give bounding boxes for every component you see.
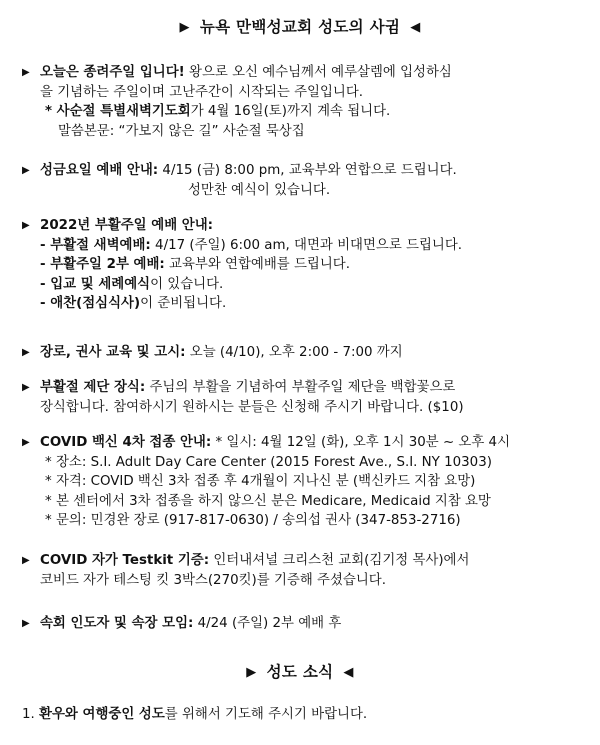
announcement-good-friday [22, 161, 592, 200]
news-header-title: 성도 소식 [266, 663, 334, 681]
item-text: 가 4월 16일(토)까지 계속 됩니다. [190, 104, 391, 119]
triangle-left-icon: ◀ [410, 20, 421, 35]
item-text: 을 기념하는 주일이며 고난주간이 시작되는 주일입니다. [40, 84, 364, 100]
bullet-icon: ▶ [22, 437, 30, 448]
item-text: 교육부와 연합예배를 드립니다. [164, 257, 350, 272]
item-text: 왕으로 오신 예수님께서 예루살렘에 입성하심 [184, 65, 452, 80]
item-subtitle: - 부활주일 2부 예배: [40, 257, 165, 272]
item-text: * 자격: COVID 백신 3차 접종 후 4개월이 지나신 분 (백신카드 지참 요망) [45, 474, 476, 489]
item-text: 4/15 (금) 8:00 pm, 교육부와 연합으로 드립니다. [158, 163, 457, 178]
item-subtitle: - 애찬(점심식사) [40, 296, 141, 311]
bulletin-header [0, 15, 600, 37]
item-text: 주님의 부활을 기념하여 부활주일 제단을 백합꽃으로 [145, 380, 456, 395]
item-text: 인터내셔널 크리스천 교회(김기정 목사)에서 [209, 553, 470, 568]
bullet-icon: ▶ [22, 618, 30, 629]
bullet-icon: ▶ [22, 347, 30, 358]
bullet-icon: ▶ [22, 555, 30, 566]
item-text: * 일시: 4월 12일 (화), 오후 1시 30분 ~ 오후 4시 [211, 435, 511, 450]
announcement-leaders-meeting [22, 614, 592, 634]
item-text: 오늘 (4/10), 오후 2:00 - 7:00 까지 [185, 345, 403, 360]
item-subtitle: * 사순절 특별새벽기도회 [45, 104, 191, 119]
announcement-easter-service [22, 216, 592, 314]
announcement-altar-flowers [22, 378, 592, 417]
bullet-icon: ▶ [22, 67, 30, 78]
item-text: 4/17 (주일) 6:00 am, 대면과 비대면으로 드립니다. [150, 237, 463, 253]
item-text: * 문의: 민경완 장로 (917-817-0630) / 송의섭 권사 (347-853-2716) [45, 513, 461, 528]
item-title: 부활절 제단 장식: [40, 380, 146, 395]
item-title: 속회 인도자 및 속장 모임: [40, 616, 194, 631]
announcement-elder-training [22, 343, 592, 363]
item-title: COVID 백신 4차 접종 안내: [40, 435, 212, 450]
header-title: 뉴욕 만백성교회 성도의 사귐 [199, 18, 401, 36]
news-header [0, 660, 600, 682]
item-text: 말씀본문: “가보지 않은 길” 사순절 묵상집 [58, 123, 305, 139]
news-number: 1. [22, 707, 35, 722]
item-subtitle: - 부활절 새벽예배: [40, 237, 151, 253]
item-text: * 본 센터에서 3차 접종을 하지 않으신 분은 Medicare, Medicaid 지참 요망 [45, 493, 491, 509]
item-subtitle: - 입교 및 세례예식 [40, 276, 151, 292]
bullet-icon: ▶ [22, 220, 30, 231]
item-text: 이 준비됩니다. [140, 296, 227, 311]
news-title: 환우와 여행중인 성도 [39, 707, 165, 722]
item-title: 오늘은 종려주일 입니다! [40, 65, 185, 80]
item-text: 이 있습니다. [150, 276, 224, 292]
announcement-covid-vaccine [22, 433, 592, 531]
announcement-palm-sunday [22, 63, 592, 141]
item-text: * 장소: S.I. Adult Day Care Center (2015 Forest Ave., S.I. NY 10303) [45, 454, 492, 470]
item-text: 성만찬 예식이 있습니다. [188, 182, 331, 198]
item-title: COVID 자가 Testkit 기증: [40, 553, 210, 568]
news-item [22, 705, 592, 725]
bullet-icon: ▶ [22, 382, 30, 393]
item-text: 4/24 (주일) 2부 예배 후 [193, 616, 342, 631]
item-title: 장로, 권사 교육 및 고시: [40, 345, 186, 360]
triangle-left-icon: ◀ [343, 665, 354, 680]
item-text: 장식합니다. 참여하시기 원하시는 분들은 신청해 주시기 바랍니다. ($10) [40, 399, 464, 415]
item-title: 2022년 부활주일 예배 안내: [40, 218, 214, 233]
triangle-right-icon: ▶ [179, 20, 190, 35]
triangle-right-icon: ▶ [246, 665, 257, 680]
bullet-icon: ▶ [22, 165, 30, 176]
item-text: 코비드 자가 테스팅 킷 3박스(270킷)를 기증해 주셨습니다. [40, 572, 386, 588]
news-text: 를 위해서 기도해 주시기 바랍니다. [164, 707, 368, 722]
item-title: 성금요일 예배 안내: [40, 163, 159, 178]
announcement-testkit-donation [22, 551, 592, 590]
